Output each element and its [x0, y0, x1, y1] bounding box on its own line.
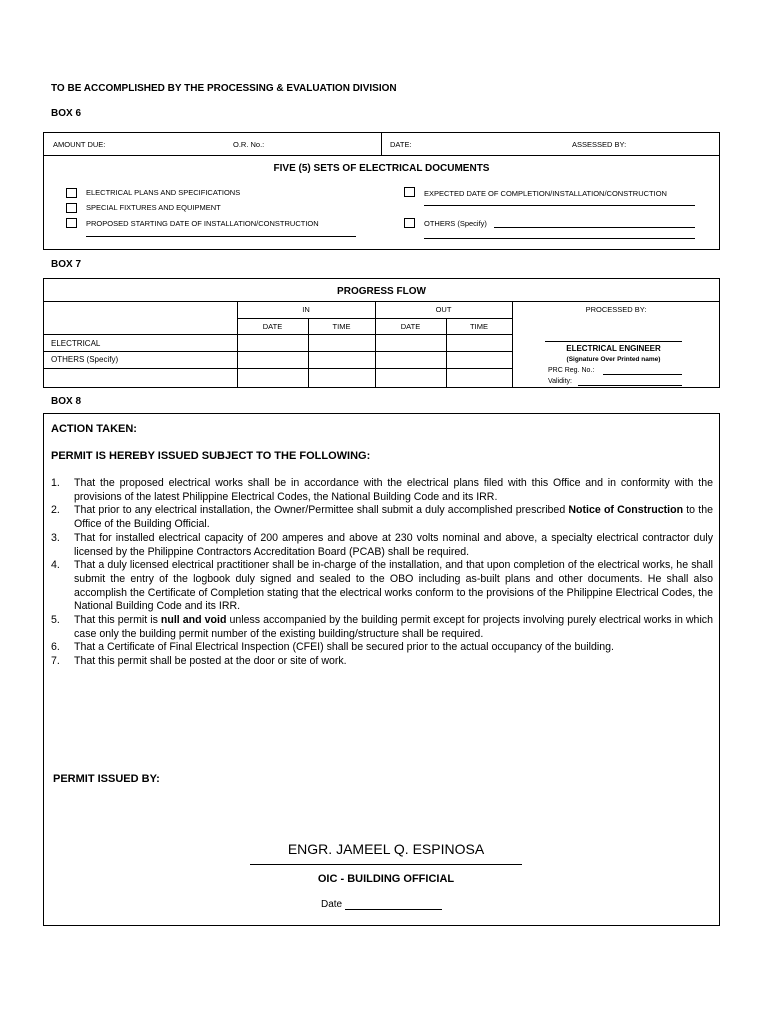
checkbox-others[interactable] — [404, 218, 415, 228]
proposed-start-date-line[interactable] — [86, 236, 356, 237]
out-time-header: TIME — [470, 322, 488, 331]
date-label: DATE: — [390, 140, 412, 149]
condition-item: 4. That a duly licensed electrical practitioner shall be in-charge of the installation, and that upon completion of the electrical works, he shall submit the entry of the logbook duly signed and sealed to the OBO including as-built plans and other documents. He shall also accomplish the Certificate of Completion stating that the electrical works conform to the provisions of the Philippine Electrical Codes, the National Building Code and its IRR. — [51, 559, 713, 613]
checklist-item-electrical-plans: ELECTRICAL PLANS AND SPECIFICATIONS — [86, 188, 241, 197]
box8-label: BOX 8 — [51, 396, 82, 407]
row-electrical: ELECTRICAL — [51, 339, 101, 348]
condition-item: 2. That prior to any electrical installation, the Owner/Permittee shall submit a duly accomplished prescribed Notice of Construction to the Office of the Building Official. — [51, 504, 713, 531]
electrical-engineer-title: ELECTRICAL ENGINEER — [566, 344, 661, 353]
others-specify-line-2[interactable] — [424, 238, 695, 239]
expected-completion-line[interactable] — [424, 205, 695, 206]
progress-flow-title: PROGRESS FLOW — [337, 286, 426, 297]
validity-label: Validity: — [548, 378, 572, 385]
condition-item: 5. That this permit is null and void unless accompanied by the building permit except for projects involving purely electrical works in which case only the building permit number of the existing building/structure shall be required. — [51, 614, 713, 640]
electrical-documents-title: FIVE (5) SETS OF ELECTRICAL DOCUMENTS — [273, 163, 490, 174]
amount-due-label: AMOUNT DUE: — [53, 140, 106, 149]
official-title: OIC - BUILDING OFFICIAL — [317, 873, 455, 885]
division-title: TO BE ACCOMPLISHED BY THE PROCESSING & EVALUATION DIVISION — [51, 83, 397, 94]
official-signature-line — [250, 864, 522, 865]
prc-reg-label: PRC Reg. No.: — [548, 367, 595, 374]
checkbox-special-fixtures[interactable] — [66, 203, 77, 213]
row-others: OTHERS (Specify) — [51, 355, 119, 364]
checkbox-expected-completion[interactable] — [404, 187, 415, 197]
permit-conditions-heading: PERMIT IS HEREBY ISSUED SUBJECT TO THE FOLLOWING: — [51, 450, 371, 462]
validity-line[interactable] — [578, 385, 682, 386]
condition-item: 7. That this permit shall be posted at the door or site of work. — [51, 655, 347, 668]
prc-reg-line[interactable] — [603, 374, 682, 375]
checkbox-proposed-start-date[interactable] — [66, 218, 77, 228]
checklist-item-others: OTHERS (Specify) — [424, 219, 487, 228]
condition-item: 3. That for installed electrical capacity of 200 amperes and above at 230 volts nominal and above, a specialty electrical contractor duly licensed by the Philippine Contractors Accreditation Board (PCAB) shall be required. — [51, 531, 713, 558]
permit-conditions-list — [51, 477, 713, 669]
engineer-signature-line[interactable] — [545, 341, 682, 342]
out-date-header: DATE — [400, 322, 421, 331]
box6-label: BOX 6 — [51, 108, 82, 119]
condition-item: 1. That the proposed electrical works shall be in accordance with the electrical plans filed with this Office and in conformity with the provisions of the latest Philippine Electrical Codes, the National Building Code and its IRR. — [51, 477, 713, 503]
in-date-header: DATE — [262, 322, 283, 331]
processed-by-header: PROCESSED BY: — [585, 305, 647, 314]
issue-date-line[interactable] — [345, 909, 442, 910]
action-taken-label: ACTION TAKEN: — [51, 423, 137, 435]
official-name: ENGR. JAMEEL Q. ESPINOSA — [287, 841, 485, 857]
out-header: OUT — [435, 305, 452, 314]
box7-label: BOX 7 — [51, 259, 82, 270]
condition-item: 6. That a Certificate of Final Electrical Inspection (CFEI) shall be secured prior to the actual occupancy of the building. — [51, 641, 614, 654]
checklist-item-expected-completion: EXPECTED DATE OF COMPLETION/INSTALLATION/CONSTRUCTION — [424, 189, 667, 198]
checkbox-electrical-plans[interactable] — [66, 188, 77, 198]
others-specify-line[interactable] — [494, 227, 695, 228]
or-no-label: O.R. No.: — [233, 140, 265, 149]
in-time-header: TIME — [332, 322, 351, 331]
permit-issued-by-label: PERMIT ISSUED BY: — [53, 773, 160, 785]
issue-date-label: Date — [321, 899, 343, 910]
signature-note: (Signature Over Printed name) — [566, 356, 661, 363]
checklist-item-special-fixtures: SPECIAL FIXTURES AND EQUIPMENT — [86, 203, 221, 212]
assessed-by-label: ASSESSED BY: — [572, 140, 627, 149]
in-header: IN — [302, 305, 310, 314]
checklist-item-proposed-start-date: PROPOSED STARTING DATE OF INSTALLATION/CONSTRUCTION — [86, 219, 319, 228]
